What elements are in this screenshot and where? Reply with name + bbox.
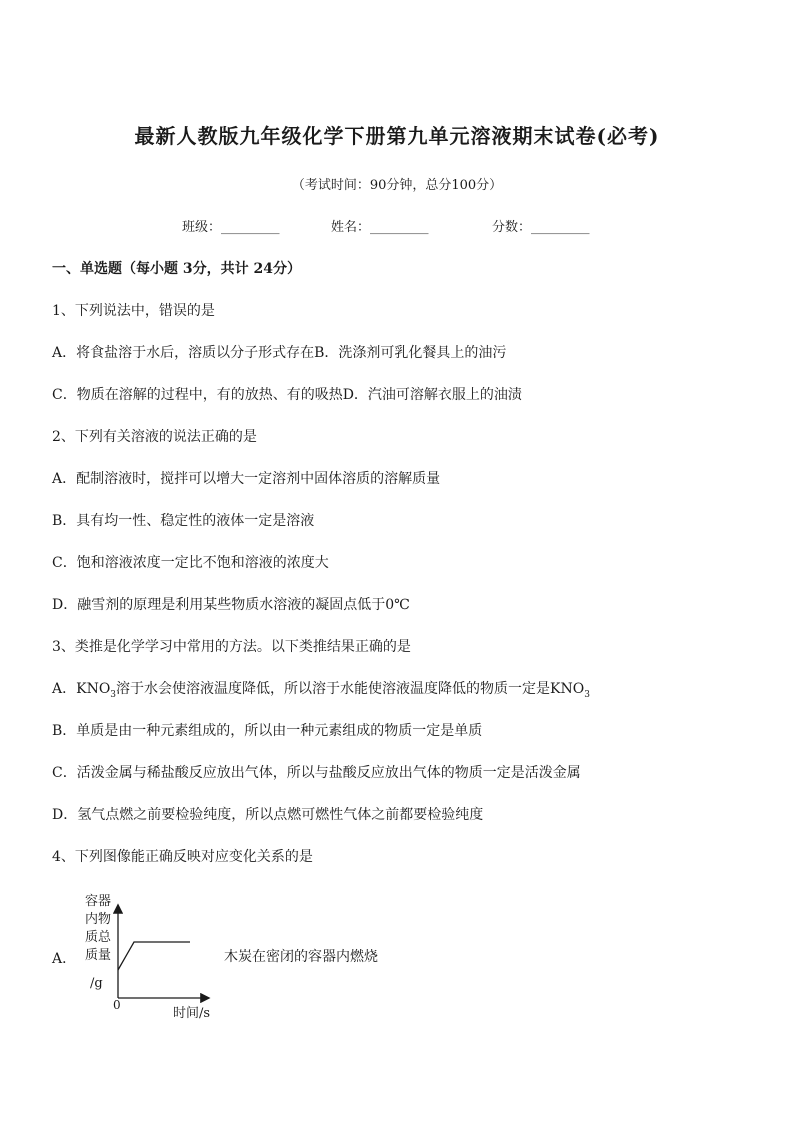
exam-time-note: （考试时间：90分钟，总分100分） xyxy=(291,178,503,193)
question-2-stem: 2、下列有关溶液的说法正确的是 xyxy=(52,429,257,445)
question-1-options-ab: A．将食盐溶于水后，溶质以分子形式存在B．洗涤剂可乳化餐具上的油污 xyxy=(52,345,507,361)
question-3-option-d: D．氢气点燃之前要检验纯度，所以点燃可燃性气体之前都要检验纯度 xyxy=(52,807,484,823)
page-title: 最新人教版九年级化学下册第九单元溶液期末试卷(必考) xyxy=(134,124,660,148)
y-axis-unit: /g xyxy=(90,976,103,991)
mass-curve xyxy=(118,942,190,970)
question-2-option-b: B．具有均一性、稳定性的液体一定是溶液 xyxy=(52,513,315,529)
origin-label: 0 xyxy=(113,998,121,1012)
name-field: 姓名：_________ xyxy=(331,220,429,235)
question-3-option-c: C．活泼金属与稀盐酸反应放出气体，所以与盐酸反应放出气体的物质一定是活泼金属 xyxy=(52,765,581,781)
question-2-option-a: A．配制溶液时，搅拌可以增大一定溶剂中固体溶质的溶解质量 xyxy=(52,471,441,487)
question-1-stem: 1、下列说法中，错误的是 xyxy=(52,303,215,319)
question-3-option-b: B．单质是由一种元素组成的，所以由一种元素组成的物质一定是单质 xyxy=(52,723,483,739)
class-field: 班级：_________ xyxy=(182,220,280,235)
x-axis-label: 时间/s xyxy=(173,1006,211,1021)
question-1-options-cd: C．物质在溶解的过程中，有的放热、有的吸热D．汽油可溶解衣服上的油渍 xyxy=(52,387,522,403)
question-4-option-a-description: 木炭在密闭的容器内燃烧 xyxy=(224,949,378,965)
y-axis-label: 容器内物质总质量 xyxy=(84,894,111,963)
question-3-option-a: A．$KNO_3$溶于水会使溶液温度降低，所以溶于水能使溶液温度降低的物质一定是$KNO_3$ xyxy=(52,681,590,700)
question-3-stem: 3、类推是化学学习中常用的方法。以下类推结果正确的是 xyxy=(52,639,411,655)
score-field: 分数：_________ xyxy=(492,220,590,235)
question-2-option-c: C．饱和溶液浓度一定比不饱和溶液的浓度大 xyxy=(52,555,329,571)
question-4-stem: 4、下列图像能正确反映对应变化关系的是 xyxy=(52,849,313,865)
question-2-option-d: D．融雪剂的原理是利用某些物质水溶液的凝固点低于0℃ xyxy=(52,597,410,613)
question-4-option-a-label: A． xyxy=(52,951,77,967)
section-heading: 一、单选题（每小题 3分，共计 24分） xyxy=(52,261,301,277)
